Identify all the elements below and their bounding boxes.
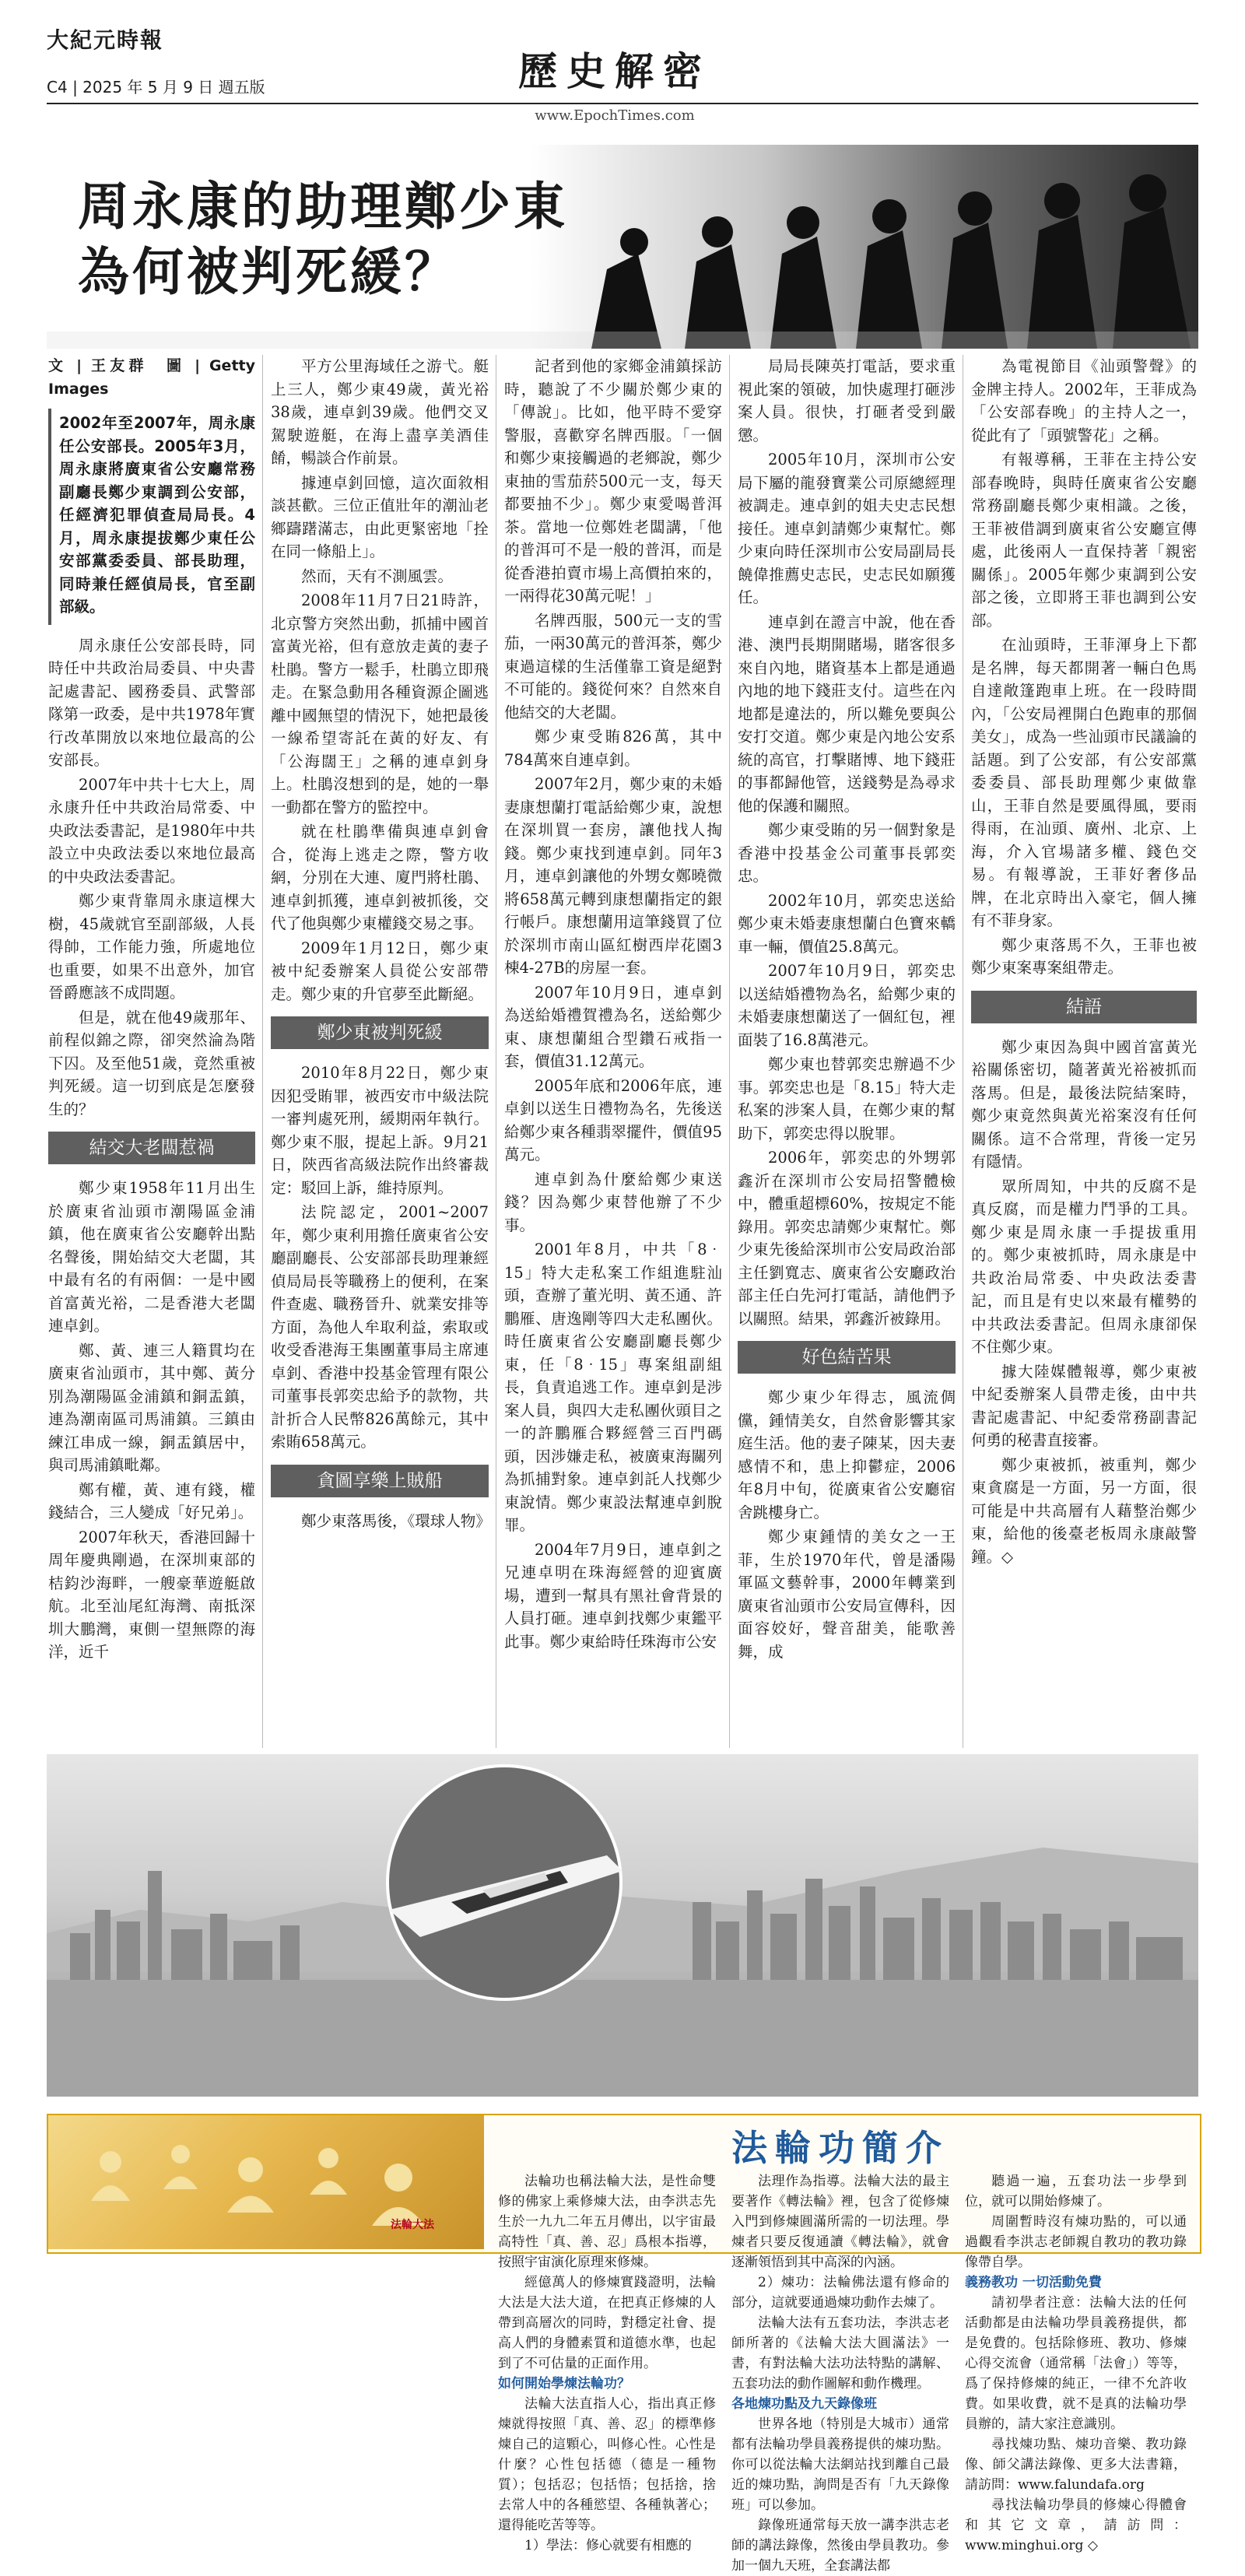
paragraph: 2008年11月7日21時許，北京警方突然出動，抓捕中國首富黃光裕，但有意放走黃的妻子杜鵑。警方一鬆手，杜鵑立即飛走。在緊急動用各種資源企圖逃離中國無望的情況下，她把最後一線希望寄託在黃的好友、有「公海闊王」之稱的連卓釗身上。杜鵑沒想到的是，她的一舉一動都在警方的監控中。 [271, 591, 489, 816]
paragraph: 局局長陳英打電話，要求重視此案的領破，加快處理打砸涉案人員。很快，打砸者受到嚴懲。 [738, 357, 956, 444]
subheading: 結交大老闆惹禍 [48, 1132, 255, 1164]
article-column-1 [48, 355, 255, 1748]
section-title: 歷史解密 [518, 48, 711, 94]
issue-date: 2025 年 5 月 9 日 週五版 [82, 78, 265, 97]
falun-subheading: 義務教功 一切活動免費 [965, 2275, 1102, 2290]
paragraph: 鄭少東1958年11月出生於廣東省汕頭市潮陽區金浦鎮，他在廣東省公安廳幹出點名聲後，開始結交大老闆，其中最有名的有兩個：一是中國首富黃光裕，二是香港大老闆連卓釗。 [48, 1179, 255, 1335]
article-column-4 [738, 355, 956, 1748]
article-column-3 [504, 355, 722, 1748]
paragraph: 鄭少東也替郭奕忠辦過不少事。郭奕忠也是「8.15」特大走私案的涉案人員，在鄭少東的幫助下，郭奕忠得以脫罪。 [738, 1055, 956, 1142]
paragraph: 1）學法：修心就要有相應的 [524, 2538, 692, 2553]
yacht-inset [388, 1766, 622, 1999]
paragraph: 2001年8月，中共「8‧15」特大走私案工作組進駐汕頭，查辦了董光明、黃丕通、許鵬雁、唐逸剛等四大走私團伙。時任廣東省公安廳副廳長鄭少東，任「8‧15」專案組副組長，負責追逃工作。連卓釗是涉案人員，與四大走私團伙頭目之一的許鵬雁合夥經營三百門碼頭，因涉嫌走私，被廣東海關列為抓捕對象。連卓釗託人找鄭少東說情。鄭少東設法幫連卓釗脫罪。 [504, 1241, 722, 1534]
paragraph: 平方公里海域任之游弋。艇上三人，鄭少東49歲，黃光裕38歲，連卓釗39歲。他們交叉駕駛遊艇，在海上盡享美酒佳餚，暢談合作前景。 [271, 357, 489, 467]
paragraph: 名牌西服，500元一支的雪茄，一兩30萬元的普洱茶，鄭少東過這樣的生活僅靠工資是絕對不可能的。錢從何來？自然來自他結交的大老闆。 [504, 611, 722, 721]
paragraph: 2）煉功：法輪佛法還有修命的部分，這就要通過煉功動作去煉了。 [731, 2275, 949, 2311]
paragraph: 鄭、黃、連三人籍貫均在廣東省汕頭市，其中鄭、黃分別為潮陽區金浦鎮和銅盂鎮，連為潮南區司馬浦鎮。三鎮由練江串成一線，銅盂鎮居中，與司馬浦鎮毗鄰。 [48, 1341, 255, 1474]
paragraph: 2007年秋天，香港回歸十周年慶典剛過，在深圳東部的桔鈞沙海畔，一艘豪華遊艇啟航。北至汕尾紅海灣、南抵深圳大鵬灣，東側一望無際的海洋，近千 [48, 1528, 255, 1661]
paragraph: 2005年10月，深圳市公安局下屬的龍發寶業公司原總經理被調走。連卓釗的姐夫史志民想接任。連卓釗請鄭少東幫忙。鄭少東向時任深圳市公安局副局長饒偉推薦史志民，史志民如願獲任。 [738, 451, 956, 606]
byline: 文 | 王友群 圖 | Getty Images [48, 357, 255, 398]
headline [78, 174, 568, 305]
paragraph: 法院認定，2001~2007年，鄭少東利用擔任廣東省公安廳副廳長、公安部部長助理兼經偵局局長等職務上的便利，在案件查處、職務晉升、就業安排等方面，為他人牟取利益，索取或收受香港海王集團董事局主席連卓釗、香港中投基金管理有限公司董事長郭奕忠給予的款物，共計折合人民幣826萬餘元，其中索賄658萬元。 [271, 1203, 489, 1451]
paragraph: 但是，就在他49歲那年、前程似錦之際，卻突然淪為階下囚。及至他51歲，竟然重被判死緩。這一切到底是怎麼發生的？ [48, 1008, 255, 1118]
paragraph: 世界各地（特別是大城市）通常都有法輪功學員義務提供的煉功點。你可以從法輪大法網站找到離自己最近的煉功點，詢問是否有「九天錄像班」可以參加。 [731, 2416, 949, 2513]
paragraph: 2007年2月，鄭少東的未婚妻康想蘭打電話給鄭少東，說想在深圳買一套房，讓他找人掏錢。鄭少東找到連卓釗。同年3月，連卓釗讓他的外甥女鄭曉微將658萬元轉到康想蘭指定的銀行帳戶。康想蘭用這筆錢買了位於深圳市南山區紅樹西岸花園3棟4-27B的房屋一套。 [504, 775, 722, 977]
paragraph: 2007年中共十七大上，周永康升任中共政治局常委、中央政法委書記，是1980年中共設立中央政法委以來地位最高的中央政法委書記。 [48, 775, 255, 886]
paragraph: 在汕頭時，王菲渾身上下都是名牌，每天都開著一輛白色馬自達敞篷跑車上班。在一段時間內，「公安局裡開白色跑車的那個美女」，成為一些汕頭市民議論的話題。到了公安部，有公安部黨委委員、部長助理鄭少東做靠山，王菲自然是要風得風，要雨得雨，在汕頭、廣州、北京、上海，介入官場諸多權、錢色交易。有報導說，王菲好奢侈品牌，在北京時出入豪宅，個人擁有不菲身家。 [971, 636, 1197, 929]
paragraph: 尋找煉功點、煉功音樂、教功錄像、師父講法錄像、更多大法書籍，請訪問：www.falundafa.org [965, 2437, 1187, 2493]
paragraph: 聽過一遍，五套功法一步學到位，就可以開始修煉了。 [965, 2174, 1187, 2209]
paragraph: 記者到他的家鄉金浦鎮採訪時，聽說了不少關於鄭少東的「傳說」。比如，他平時不愛穿警服，喜歡穿名牌西服。「一個和鄭少東接觸過的老鄉說，鄭少東抽的雪茄菸500元一支，每天都要抽不少」。鄭少東愛喝普洱茶。當地一位鄭姓老闆講，「他的普洱可不是一般的普洱，而是從香港拍賣市場上高價拍來的，一兩得花30萬元呢！」 [504, 357, 722, 605]
paragraph: 據大陸媒體報導，鄭少東被中紀委辦案人員帶走後，由中共書記處書記、中紀委常務副書記何勇的秘書直接審。 [971, 1362, 1197, 1449]
harbor-photo [47, 1754, 1198, 2097]
header-rule [47, 103, 1198, 104]
paragraph: 眾所周知，中共的反腐不是真反腐，而是權力鬥爭的工具。鄭少東是周永康一手提拔重用的。鄭少東被抓時，周永康是中共政治局常委、中央政法委書記，而且是有史以來最有權勢的中共政法委書記。但周永康卻保不住鄭少東。 [971, 1177, 1197, 1356]
paragraph: 2005年底和2006年底，連卓釗以送生日禮物為名，先後送給鄭少東各種翡翠擺件，價值95萬元。 [504, 1076, 722, 1163]
paragraph: 2002年10月，郭奕忠送給鄭少東未婚妻康想蘭白色寶來轎車一輛，價值25.8萬元。 [738, 891, 956, 956]
meditation-photo [48, 2115, 484, 2249]
paragraph: 2006年，郭奕忠的外甥郭鑫沂在深圳市公安局招警體檢中，體重超標60%，按規定不能錄用。郭奕忠請鄭少東幫忙。鄭少東先後給深圳市公安局政治部主任劉寬志、廣東省公安廳政治部主任白先河打電話，請他們予以關照。結果，郭鑫沂被錄用。 [738, 1149, 956, 1328]
subheading: 鄭少東被判死緩 [271, 1016, 489, 1049]
article-lead: 2002年至2007年，周永康任公安部長。2005年3月，周永康將廣東省公安廳常務副廳長鄭少東調到公安部，任經濟犯罪偵查局局長。4月，周永康提拔鄭少東任公安部黨委委員、部長助理，同時兼任經偵局長，官至副部級。 [48, 409, 255, 625]
paragraph: 2009年1月12日，鄭少東被中紀委辦案人員從公安部帶走。鄭少東的升官夢至此斷絕。 [271, 939, 489, 1003]
paragraph: 2004年7月9日，連卓釗之兄連卓明在珠海經營的迎賓廣場，遭到一幫具有黑社會背景的人員打砸。連卓釗找鄭少東鑑平此事。鄭少東給時任珠海市公安 [504, 1540, 722, 1651]
paragraph: 經億萬人的修煉實踐證明，法輪大法是大法大道，在把真正修煉的人帶到高層次的同時，對穩定社會、提高人們的身體素質和道德水準，也起到了不可估量的正面作用。 [498, 2275, 716, 2371]
paragraph: 尋找法輪功學員的修煉心得體會和其它文章，請訪問：www.minghui.org ◇ [965, 2497, 1187, 2553]
paragraph: 然而，天有不測風雲。 [301, 567, 454, 585]
paragraph: 連卓釗在證言中說，他在香港、澳門長期開賭場，賭客很多來自內地，賭資基本上都是通過內地的地下錢莊支付。這些在內地都是違法的，所以難免要與公安打交道。鄭少東是內地公安系統的高官，打擊賭博、地下錢莊的事都歸他管，送錢勢是為尋求他的保護和關照。 [738, 612, 956, 815]
paragraph: 就在杜鵑準備與連卓釗會合，從海上逃走之際，警方收網，分別在大連、廈門將杜鵑、連卓釗抓獲，連卓釗被抓後，交代了他與鄭少東權錢交易之事。 [271, 823, 489, 932]
subheading: 貪圖享樂上賊船 [271, 1465, 489, 1497]
paragraph: 法輪大法有五套功法，李洪志老師所著的《法輪大法大圓滿法》一書，有對法輪大法功法特點的講解、五套功法的動作圖解和動作機理。 [731, 2315, 949, 2392]
paragraph: 據連卓釗回憶，這次面敘相談甚歡。三位正值壯年的潮汕老鄉躊躇滿志，由此更緊密地「拴在同一條船上」。 [271, 473, 489, 560]
photo-caption-label: 法輪大法 [391, 2219, 434, 2231]
paragraph: 有報導稱，王菲在主持公安部春晚時，與時任廣東省公安廳常務副廳長鄭少東相識。之後，王菲被借調到廣東省公安廳宣傳處，此後兩人一直保持著「親密關係」。2005年鄭少東調到公安部之後，立即將王菲也調到公安部。 [971, 451, 1197, 630]
headline-line-2: 為何被判死緩？ [78, 242, 459, 302]
page-code: C4 [47, 78, 68, 97]
falun-title: 法輪功簡介 [731, 2127, 949, 2169]
headline-line-1: 周永康的助理鄭少東 [78, 177, 568, 237]
subheading: 結語 [971, 991, 1197, 1023]
falun-column-3 [965, 2171, 1187, 2553]
article-column-2 [271, 355, 489, 1748]
paragraph: 請初學者注意：法輪大法的任何活動都是由法輪功學員義務提供，都是免費的。包括除修班、教功、修煉心得交流會（通常稱「法會」）等等，爲了保持修煉的純正，一律不允許收費。如果收費，就不是真的法輪功學員辦的，請大家注意識別。 [965, 2295, 1187, 2432]
paragraph: 鄭少東被抓，被重判，鄭少東貪腐是一方面，另一方面，很可能是中共高層有人藉整治鄭少東，給他的後臺老板周永康敲警鐘。◇ [971, 1455, 1197, 1566]
column-rule [262, 355, 263, 1748]
paragraph: 鄭少東落馬不久，王菲也被鄭少東案專案組帶走。 [971, 935, 1197, 977]
page-info [47, 75, 265, 97]
paragraph: 鄭少東鍾情的美女之一王菲，生於1970年代，曾是潘陽軍區文藝幹事，2000年轉業到廣東省汕頭市公安局宣傳科，因面容姣好，聲音甜美，能歌善舞，成 [738, 1528, 956, 1661]
paragraph: 鄭有權，黃、連有錢，權錢結合，三人變成「好兄弟」。 [48, 1480, 255, 1521]
falun-column-2 [731, 2171, 949, 2574]
falun-subheading: 各地煉功點及九天錄像班 [731, 2396, 877, 2412]
column-rule [729, 355, 730, 1748]
falun-subheading: 如何開始學煉法輪功？ [498, 2376, 630, 2392]
masthead: 大紀元時報 [47, 27, 164, 53]
paragraph: 錄像班通常每天放一講李洪志老師的講法錄像，然後由學員教功。參加一個九天班，全套講法都 [731, 2518, 949, 2574]
paragraph: 周永康任公安部長時，同時任中共政治局委員、中央書記處書記、國務委員、武警部隊第一政委，是中共1978年實行改革開放以來地位最高的公安部長。 [48, 636, 255, 769]
paragraph: 連卓釗為什麼給鄭少東送錢？因為鄭少東替他辦了不少事。 [504, 1170, 722, 1234]
paragraph: 法輪大法直指人心，指出真正修煉就得按照「真、善、忍」的標準修煉自己的這顆心，叫修心性。心性是什麼？心性包括德（德是一種物質）；包括忍；包括悟；包括捨，捨去常人中的各種慾望、各種執著心；還得能吃苦等等。 [498, 2396, 716, 2533]
paragraph: 鄭少東落馬後，《環球人物》 [301, 1511, 491, 1530]
paragraph: 鄭少東受賄826萬，其中784萬來自連卓釗。 [504, 728, 722, 769]
paragraph: 法輪功也稱法輪大法，是性命雙修的佛家上乘修煉大法，由李洪志先生於一九九二年五月傳出，以宇宙最高特性「真、善、忍」爲根本指導，按照宇宙演化原理來修煉。 [498, 2174, 716, 2270]
paragraph: 2010年8月22日，鄭少東因犯受賄罪，被西安市中級法院一審判處死刑，緩期兩年執行。鄭少東不服，提起上訴。9月21日，陝西省高級法院作出終審裁定：駁回上訴，維持原判。 [271, 1064, 489, 1197]
paragraph: 為電視節目《汕頭警聲》的金牌主持人。2002年，王菲成為「公安部春晚」的主持人之一，從此有了「頭號警花」之稱。 [971, 357, 1197, 444]
paragraph: 2007年10月9日，郭奕忠以送結婚禮物為名，給鄭少東的未婚妻康想蘭送了一個紅包，裡面裝了16.8萬港元。 [738, 962, 956, 1049]
falun-column-1 [498, 2171, 716, 2553]
paragraph: 周圍暫時沒有煉功點的，可以通過觀看李洪志老師親自教功的教功錄像帶自學。 [965, 2214, 1187, 2270]
paragraph: 法理作為指導。法輪大法的最主要著作《轉法輪》裡，包含了從修煉入門到修煉圓滿所需的一切法理。學煉者只要反復通讀《轉法輪》，就會逐漸領悟到其中高深的內涵。 [731, 2174, 949, 2270]
article-column-5 [971, 355, 1197, 1748]
paragraph: 2007年10月9日，連卓釗為送給婚禮賀禮為名，送給鄭少東、康想蘭組合型鑽石戒指一套，價值31.12萬元。 [504, 983, 722, 1070]
skyline-illustration [47, 1754, 1198, 2097]
paragraph: 鄭少東背靠周永康這棵大樹，45歲就官至副部級，人長得帥，工作能力強，所處地位也重要，如果不出意外，加官晉爵應該不成問題。 [48, 892, 255, 1002]
site-url: www.EpochTimes.com [535, 107, 695, 124]
paragraph: 鄭少東受賄的另一個對象是香港中投基金公司董事長郭奕忠。 [738, 821, 956, 885]
subheading: 好色結苦果 [738, 1341, 956, 1374]
page-divider: | [72, 78, 83, 97]
paragraph: 鄭少東因為與中國首富黃光裕關係密切，隨著黃光裕被抓而落馬。但是，最後法院結案時，鄭少東竟然與黃光裕案沒有任何關係。這不合常理，背後一定另有隱情。 [971, 1037, 1197, 1170]
paragraph: 鄭少東少年得志，風流倜儻，鍾情美女，自然會影響其家庭生活。他的妻子陳某，因夫妻感情不和，患上抑鬱症，2006年8月中旬，從廣東省公安廳宿舍跳樓身亡。 [738, 1388, 956, 1521]
